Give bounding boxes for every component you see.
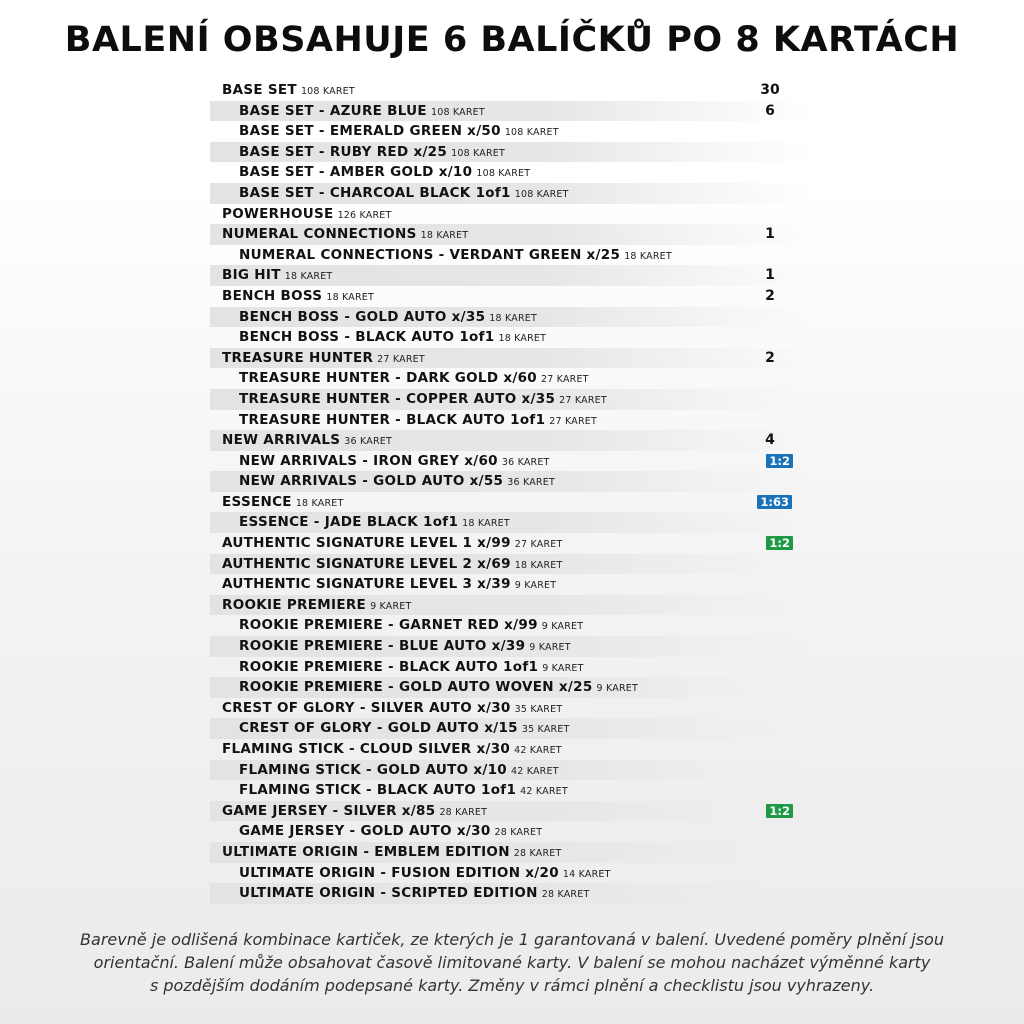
table-row [210,348,810,369]
table-row [210,595,810,616]
card-set-name: ULTIMATE ORIGIN - FUSION EDITION x/20 [239,864,559,881]
card-count: 108 KARET [451,147,505,159]
footer-note [40,928,984,997]
card-count: 18 KARET [498,333,547,345]
card-set-name: BENCH BOSS - BLACK AUTO 1of1 [239,329,495,346]
card-set-name: BENCH BOSS - GOLD AUTO x/35 [239,308,486,325]
table-row [210,842,810,863]
table-row [210,224,810,245]
card-set-name: FLAMING STICK - BLACK AUTO 1of1 [239,782,517,799]
card-set-name: BASE SET - CHARCOAL BLACK 1of1 [239,184,511,201]
row-label [222,224,468,247]
pack-quantity: 6 [765,102,775,119]
row-label [222,265,332,288]
card-set-name: NEW ARRIVALS - GOLD AUTO x/55 [239,473,504,490]
row-label [222,801,487,824]
card-count: 9 KARET [370,600,412,612]
table-row [210,615,810,636]
card-count: 108 KARET [514,188,569,200]
card-count: 36 KARET [501,456,550,468]
row-label [239,471,555,494]
table-row [210,430,810,451]
table-row [210,101,810,122]
card-set-name: BASE SET [222,82,297,98]
row-label [239,615,583,638]
table-row [210,286,810,307]
card-count: 18 KARET [295,497,344,509]
card-set-name: ULTIMATE ORIGIN - EMBLEM EDITION [222,843,510,860]
card-count: 18 KARET [284,271,333,283]
card-set-name: CREST OF GLORY - SILVER AUTO x/30 [222,699,511,716]
card-set-name: ULTIMATE ORIGIN - SCRIPTED EDITION [239,885,538,902]
card-set-name: BASE SET - AZURE BLUE [239,102,427,119]
row-label [239,657,584,680]
card-set-name: GAME JERSEY - GOLD AUTO x/30 [239,823,491,840]
card-count: 9 KARET [541,621,584,633]
card-count: 18 KARET [326,291,375,303]
card-count: 27 KARET [559,394,607,406]
card-set-name: NEW ARRIVALS [222,432,341,449]
row-label [222,554,562,577]
table-row [210,327,810,348]
card-count: 108 KARET [504,127,559,139]
table-row [210,162,810,183]
table-row [210,142,810,163]
table-row [210,883,810,904]
row-label [239,389,607,412]
pack-quantity: 1 [765,226,775,243]
card-count: 9 KARET [514,580,557,592]
table-row [210,183,810,204]
card-count: 27 KARET [549,415,597,427]
row-label [239,368,589,391]
row-label [222,842,561,865]
card-count: 35 KARET [521,724,570,736]
card-set-name: ROOKIE PREMIERE [222,596,367,613]
card-set-name: TREASURE HUNTER - DARK GOLD x/60 [239,370,537,387]
card-count: 27 KARET [514,539,563,551]
card-count: 18 KARET [420,230,469,242]
row-label [239,821,542,844]
card-set-name: ROOKIE PREMIERE - BLACK AUTO 1of1 [239,658,539,675]
row-label [222,492,344,515]
row-label [239,307,537,330]
card-set-name: TREASURE HUNTER - BLACK AUTO 1of1 [239,411,546,428]
card-set-name: FLAMING STICK - GOLD AUTO x/10 [239,761,508,778]
card-count: 18 KARET [462,518,510,530]
row-label [222,80,355,103]
row-label [239,142,505,165]
table-row [210,677,810,698]
row-label [239,121,559,144]
row-label [222,286,374,309]
pack-quantity: 1 [765,267,775,284]
row-label [239,101,485,124]
odds-badge: 1:63 [757,495,792,509]
card-set-name: TREASURE HUNTER - COPPER AUTO x/35 [239,390,556,407]
card-count: 36 KARET [344,436,392,448]
card-set-name: ROOKIE PREMIERE - BLUE AUTO x/39 [239,638,526,655]
table-row [210,718,810,739]
row-label [239,512,510,535]
table-row [210,657,810,678]
row-label [239,183,569,206]
card-set-name: ROOKIE PREMIERE - GOLD AUTO WOVEN x/25 [239,679,593,696]
card-set-name: FLAMING STICK - CLOUD SILVER x/30 [222,741,511,757]
table-row [210,512,810,533]
card-set-name: NUMERAL CONNECTIONS [222,226,417,243]
pack-quantity: 2 [765,349,775,366]
row-label [222,595,412,618]
table-row [210,307,810,328]
row-label [222,430,392,453]
table-row [210,780,810,801]
pack-quantity: 30 [760,82,780,98]
table-row [210,204,810,225]
checklist-table [210,80,810,904]
table-row [210,574,810,595]
card-count: 18 KARET [514,559,563,571]
card-count: 9 KARET [542,662,584,674]
table-row [210,533,810,554]
page-title: BALENÍ OBSAHUJE 6 BALÍČKŮ PO 8 KARTÁCH [64,20,960,60]
table-row [210,245,810,266]
card-count: 108 KARET [300,86,355,97]
card-count: 42 KARET [514,745,562,756]
table-row [210,80,810,101]
card-count: 28 KARET [439,806,488,818]
card-set-name: POWERHOUSE [222,205,334,222]
row-label [222,574,556,597]
row-label [239,162,530,185]
card-count: 28 KARET [494,827,543,839]
odds-badge: 1:2 [766,804,793,818]
card-count: 126 KARET [337,209,392,221]
table-row [210,739,810,760]
card-count: 108 KARET [476,168,531,180]
odds-badge: 1:2 [766,536,793,550]
table-row [210,636,810,657]
pack-quantity: 4 [765,432,775,449]
card-count: 9 KARET [596,683,638,695]
card-set-name: ESSENCE [222,493,292,510]
row-label [222,204,391,227]
card-set-name: BASE SET - AMBER GOLD x/10 [239,164,473,181]
row-label [239,636,571,659]
card-set-name: ROOKIE PREMIERE - GARNET RED x/99 [239,617,538,634]
card-count: 14 KARET [562,868,611,880]
card-set-name: NEW ARRIVALS - IRON GREY x/60 [239,452,498,469]
card-set-name: AUTHENTIC SIGNATURE LEVEL 3 x/39 [222,576,511,593]
card-set-name: BENCH BOSS [222,287,323,304]
table-row [210,554,810,575]
card-count: 42 KARET [511,765,559,777]
row-label [239,677,638,700]
card-count: 27 KARET [540,374,589,386]
card-count: 18 KARET [624,250,672,262]
row-label [239,780,568,803]
table-row [210,389,810,410]
table-row [210,410,810,431]
card-count: 28 KARET [513,847,562,859]
row-label [239,245,672,268]
row-label [239,451,550,474]
table-row [210,451,810,472]
card-set-name: AUTHENTIC SIGNATURE LEVEL 2 x/69 [222,555,511,572]
card-count: 42 KARET [520,786,568,798]
card-set-name: ESSENCE - JADE BLACK 1of1 [239,514,459,531]
row-label [239,327,546,350]
table-row [210,471,810,492]
card-count: 36 KARET [507,477,555,489]
card-set-name: AUTHENTIC SIGNATURE LEVEL 1 x/99 [222,535,511,552]
row-label [239,883,589,906]
card-set-name: BASE SET - RUBY RED x/25 [239,143,448,160]
row-label [239,718,570,741]
card-set-name: TREASURE HUNTER [222,349,374,366]
row-label [222,348,425,371]
footer-line-3: s pozdějším dodáním podepsané karty. Změny v rámci plnění a checklistu jsou vyhrazeny. [149,976,875,995]
table-row [210,863,810,884]
pack-quantity: 2 [765,287,775,304]
card-count: 108 KARET [430,106,485,118]
footer-line-2: orientační. Balení může obsahovat časově limitované karty. V balení se mohou nacházet výměnné karty [93,953,931,972]
odds-badge: 1:2 [766,454,793,468]
table-row [210,265,810,286]
card-count: 27 KARET [377,353,425,365]
card-count: 18 KARET [489,312,537,324]
row-label [239,863,611,886]
row-label [222,698,562,721]
card-set-name: CREST OF GLORY - GOLD AUTO x/15 [239,720,518,737]
row-label [222,533,562,556]
table-row [210,801,810,822]
card-set-name: GAME JERSEY - SILVER x/85 [222,802,436,819]
table-row [210,121,810,142]
row-label [239,760,559,783]
card-count: 28 KARET [541,889,590,901]
row-label [222,739,562,762]
card-set-name: BASE SET - EMERALD GREEN x/50 [239,123,501,140]
table-row [210,368,810,389]
table-row [210,698,810,719]
row-label [239,410,597,433]
table-row [210,760,810,781]
card-count: 35 KARET [514,703,563,715]
card-set-name: NUMERAL CONNECTIONS - VERDANT GREEN x/25 [239,246,621,263]
table-row [210,492,810,513]
card-set-name: BIG HIT [222,267,281,284]
footer-line-1: Barevně je odlišená kombinace kartiček, ze kterých je 1 garantovaná v balení. Uvedené poměry plnění jsou [80,930,944,949]
card-count: 9 KARET [529,642,571,654]
table-row [210,821,810,842]
